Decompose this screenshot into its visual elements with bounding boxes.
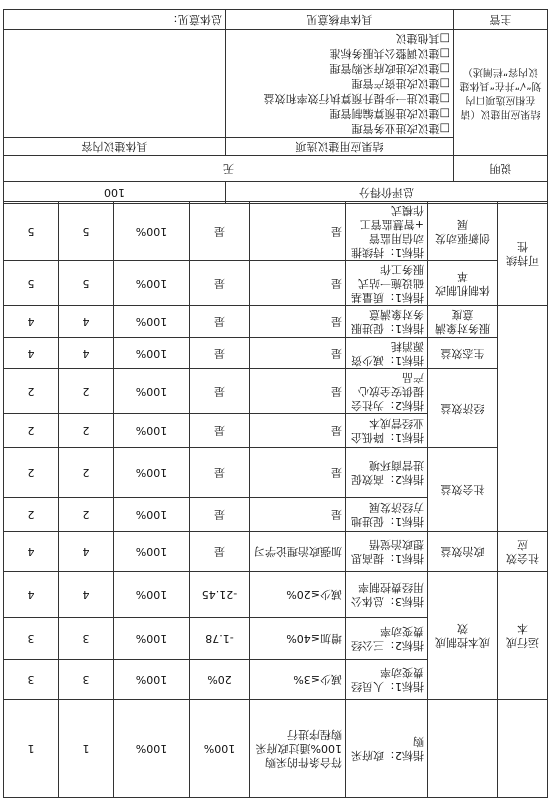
indicator-table <box>3 201 548 798</box>
cell-score: 1 <box>4 700 59 798</box>
cell-target: 增加≤40% <box>250 618 346 660</box>
cell-actual: 是 <box>190 306 250 338</box>
cell-sub: 服务对象满意度 <box>428 306 498 338</box>
cell-score: 2 <box>4 414 59 448</box>
indicator-row <box>4 532 548 572</box>
cell-weight: 3 <box>59 618 114 660</box>
indicator-row <box>4 261 548 306</box>
cell-indicator: 指标2：为社会提供安全放心产品 <box>346 369 428 414</box>
cell-sub: 社会效益 <box>428 448 498 532</box>
explain-label: 说明 <box>454 156 548 182</box>
cell-indicator: 指标3：总体公用经费控制率 <box>346 572 428 618</box>
cell-rate: 100% <box>114 700 190 798</box>
cell-sub: 政治效益 <box>428 532 498 572</box>
cell-sub: 创新驱动发展 <box>428 202 498 261</box>
cell-target: 是 <box>250 306 346 338</box>
indicator-row <box>4 414 548 448</box>
cell-weight: 1 <box>59 700 114 798</box>
cell-weight: 3 <box>59 660 114 700</box>
indicator-row <box>4 338 548 369</box>
indicator-row <box>4 498 548 532</box>
cell-group <box>498 700 548 798</box>
cell-score: 4 <box>4 338 59 369</box>
cell-rate: 100% <box>114 532 190 572</box>
cell-rate: 100% <box>114 448 190 498</box>
cell-actual: 是 <box>190 369 250 414</box>
summary-table <box>3 9 548 204</box>
cell-actual: 100% <box>190 700 250 798</box>
cell-actual: -1.78 <box>190 618 250 660</box>
cell-indicator: 指标2：政府采购 <box>346 700 428 798</box>
footer-right: 总体意见： <box>4 10 226 30</box>
cell-actual: 是 <box>190 448 250 498</box>
cell-target: 是 <box>250 414 346 448</box>
cell-target: 是 <box>250 338 346 369</box>
cell-weight: 2 <box>59 498 114 532</box>
cell-rate: 100% <box>114 660 190 700</box>
suggestion-option[interactable]: □建议改进资产管理 <box>351 77 450 90</box>
cell-indicator: 指标1：减少资源消耗 <box>346 338 428 369</box>
cell-group: 可持续性 <box>498 202 548 306</box>
indicator-row <box>4 202 548 261</box>
cell-weight: 4 <box>59 572 114 618</box>
cell-group: 社会效应 <box>498 532 548 572</box>
suggestion-options-header: 结果应用建议选项 <box>226 138 454 156</box>
cell-actual: 是 <box>190 532 250 572</box>
suggestion-option[interactable]: □建议改进业务管理 <box>351 122 450 135</box>
cell-rate: 100% <box>114 618 190 660</box>
cell-indicator: 指标2：三公经费变动率 <box>346 618 428 660</box>
cell-sub: 体制机制改革 <box>428 261 498 306</box>
cell-sub <box>428 700 498 798</box>
indicator-row <box>4 700 548 798</box>
cell-score: 2 <box>4 498 59 532</box>
cell-target: 减少≤3% <box>250 660 346 700</box>
cell-indicator: 指标1：质量基础设施一站式服务工作 <box>346 261 428 306</box>
cell-score: 5 <box>4 261 59 306</box>
cell-weight: 5 <box>59 261 114 306</box>
cell-rate: 100% <box>114 498 190 532</box>
cell-sub: 生态效益 <box>428 338 498 369</box>
cell-target: 是 <box>250 261 346 306</box>
cell-indicator: 指标1：降低企业经营成本 <box>346 414 428 448</box>
cell-target: 加强政治理论学习 <box>250 532 346 572</box>
total-value: 100 <box>4 182 226 204</box>
total-label: 总评价得分 <box>226 182 548 204</box>
suggestion-content-header: 具体建议内容 <box>4 138 226 156</box>
cell-indicator: 指标1：促进服务对象满意 <box>346 306 428 338</box>
cell-weight: 4 <box>59 338 114 369</box>
cell-rate: 100% <box>114 306 190 338</box>
cell-sub: 经济效益 <box>428 369 498 448</box>
suggestion-option[interactable]: □建议改进预算编制管理 <box>329 107 450 120</box>
suggestion-option[interactable]: □建议调整公共服务标准 <box>329 47 450 60</box>
cell-score: 2 <box>4 369 59 414</box>
cell-actual: 是 <box>190 414 250 448</box>
suggestion-option[interactable]: □建议改进政府采购管理 <box>329 62 450 75</box>
cell-target: 是 <box>250 448 346 498</box>
cell-score: 4 <box>4 306 59 338</box>
cell-rate: 100% <box>114 369 190 414</box>
cell-rate: 100% <box>114 572 190 618</box>
cell-sub: 成本控制成效 <box>428 572 498 700</box>
suggestion-content-cell[interactable] <box>4 30 226 138</box>
cell-weight: 2 <box>59 369 114 414</box>
cell-actual: -21.45 <box>190 572 250 618</box>
cell-score: 4 <box>4 572 59 618</box>
cell-target: 减少≤20% <box>250 572 346 618</box>
cell-indicator: 指标2：高效促进营商环境 <box>346 448 428 498</box>
cell-weight: 5 <box>59 202 114 261</box>
suggestion-options-list[interactable] <box>226 30 454 138</box>
cell-target: 是 <box>250 498 346 532</box>
suggestion-label: 结果应用建议（请在相应选项口内划“√”并在“具体建议内容”栏阐述） <box>454 30 548 156</box>
cell-target: 是 <box>250 369 346 414</box>
cell-rate: 100% <box>114 261 190 306</box>
cell-score: 3 <box>4 660 59 700</box>
explain-value: 无 <box>4 156 454 182</box>
cell-score: 2 <box>4 448 59 498</box>
cell-weight: 2 <box>59 414 114 448</box>
cell-rate: 100% <box>114 202 190 261</box>
cell-actual: 是 <box>190 202 250 261</box>
suggestion-option[interactable]: □建议进一步提升预算执行效率和效益 <box>263 92 450 105</box>
cell-score: 4 <box>4 532 59 572</box>
cell-group: 运行成本 <box>498 572 548 700</box>
cell-actual: 是 <box>190 338 250 369</box>
cell-group <box>498 306 548 532</box>
cell-rate: 100% <box>114 414 190 448</box>
cell-weight: 2 <box>59 448 114 498</box>
suggestion-option[interactable]: □其他建议 <box>395 32 450 45</box>
cell-rate: 100% <box>114 338 190 369</box>
indicator-row <box>4 306 548 338</box>
cell-target: 是 <box>250 202 346 261</box>
cell-weight: 4 <box>59 306 114 338</box>
cell-indicator: 指标1：提高思想政治觉悟 <box>346 532 428 572</box>
cell-indicator: 指标1：人员经费变动率 <box>346 660 428 700</box>
cell-score: 3 <box>4 618 59 660</box>
cell-score: 5 <box>4 202 59 261</box>
cell-indicator: 指标1：促进地方经济发展 <box>346 498 428 532</box>
cell-weight: 4 <box>59 532 114 572</box>
footer-left: 主管 <box>454 10 548 30</box>
cell-actual: 20% <box>190 660 250 700</box>
footer-mid: 具体审核意见 <box>226 10 454 30</box>
cell-actual: 是 <box>190 498 250 532</box>
cell-target: 符合条件的采购100%通过政府采购程序进行 <box>250 700 346 798</box>
indicator-row <box>4 660 548 700</box>
cell-actual: 是 <box>190 261 250 306</box>
cell-indicator: 指标1：持续推动信用监管+智慧监管工作模式 <box>346 202 428 261</box>
